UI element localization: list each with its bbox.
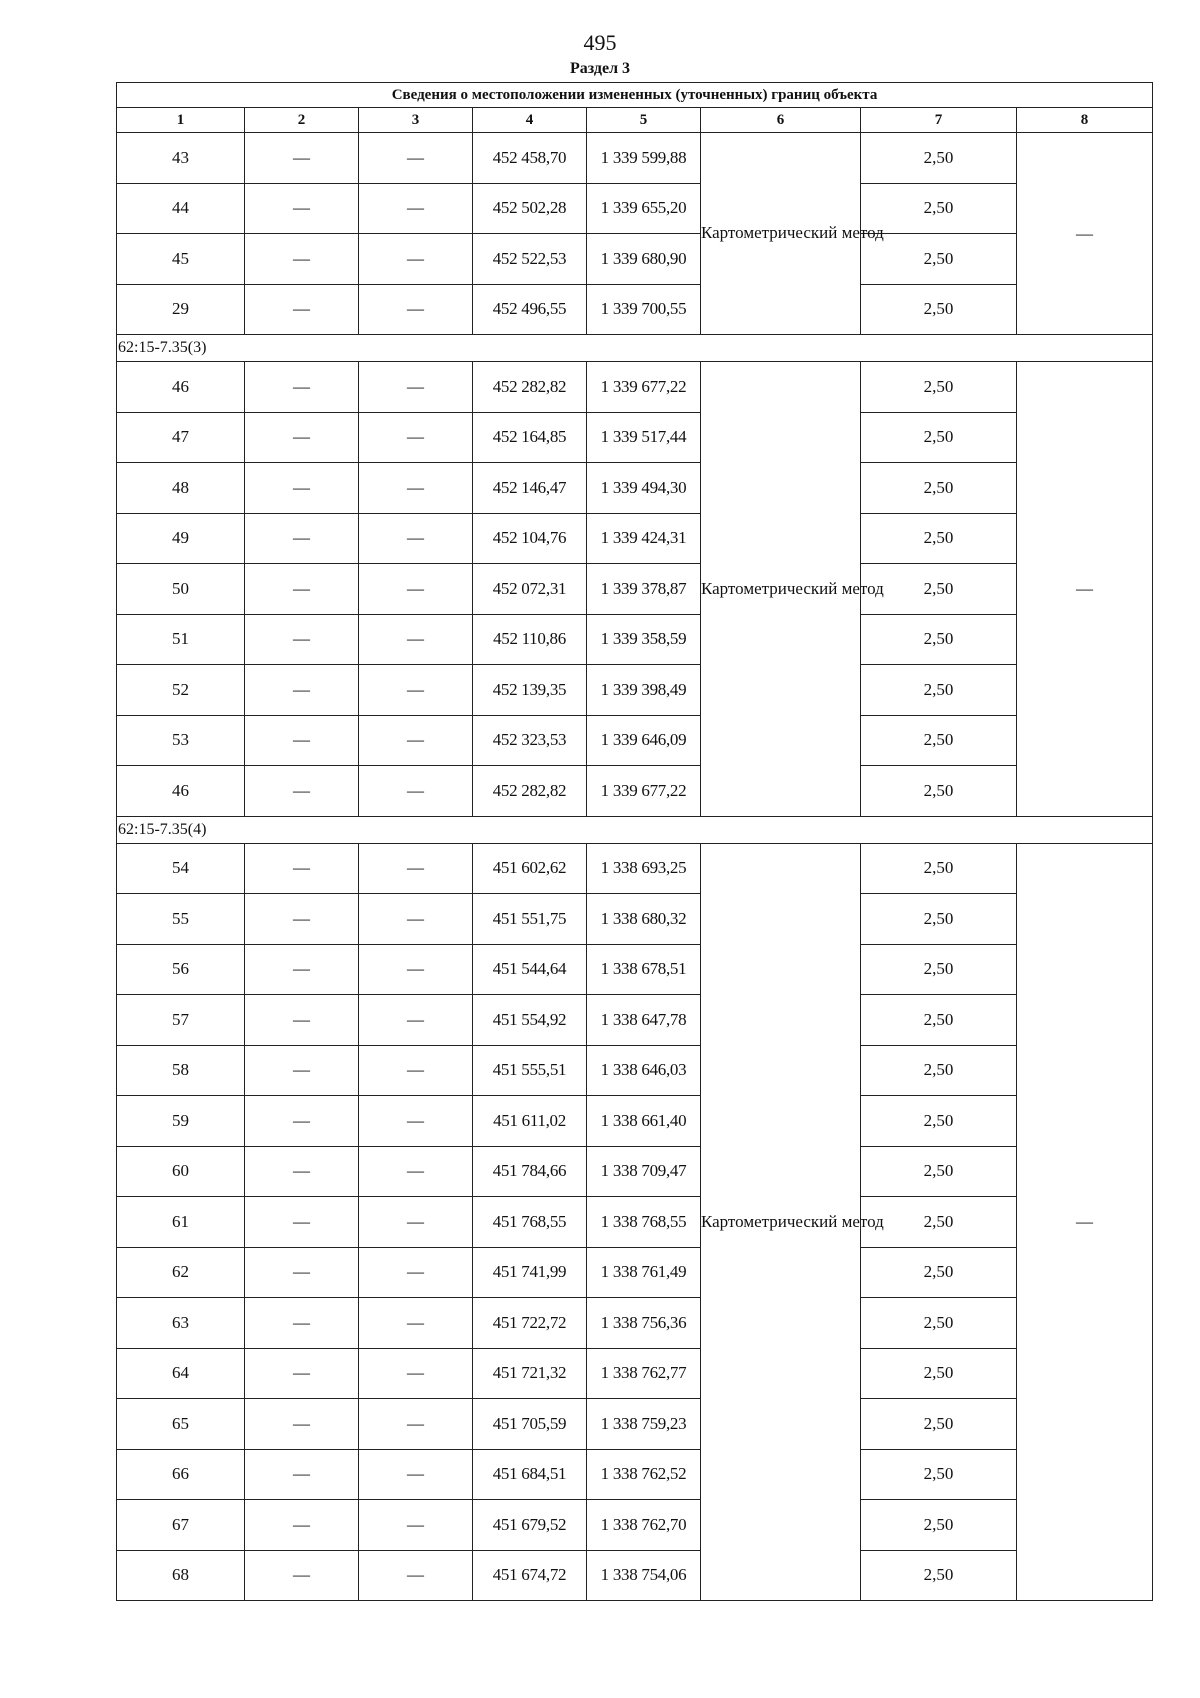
y-coordinate-cell: 1 339 517,44 <box>587 412 701 463</box>
accuracy-cell: 2,50 <box>861 463 1017 514</box>
x-coordinate-cell: 451 741,99 <box>473 1247 587 1298</box>
table-row <box>117 995 1153 1046</box>
column-3-cell: — <box>359 1550 473 1601</box>
column-2-cell: — <box>245 513 359 564</box>
accuracy-cell: 2,50 <box>861 1146 1017 1197</box>
table-row <box>117 1197 1153 1248</box>
column-3-cell: — <box>359 183 473 234</box>
x-coordinate-cell: 452 282,82 <box>473 362 587 413</box>
accuracy-cell: 2,50 <box>861 1197 1017 1248</box>
x-coordinate-cell: 452 458,70 <box>473 133 587 184</box>
point-number-cell: 66 <box>117 1449 245 1500</box>
column-2-cell: — <box>245 564 359 615</box>
column-number-header: 3 <box>359 108 473 133</box>
y-coordinate-cell: 1 338 759,23 <box>587 1399 701 1450</box>
accuracy-cell: 2,50 <box>861 1298 1017 1349</box>
point-number-cell: 51 <box>117 614 245 665</box>
method-cell: Картометрический метод <box>701 843 861 1601</box>
accuracy-cell: 2,50 <box>861 766 1017 817</box>
table-row <box>117 944 1153 995</box>
table-row <box>117 843 1153 894</box>
column-8-cell: — <box>1017 362 1153 817</box>
y-coordinate-cell: 1 338 762,70 <box>587 1500 701 1551</box>
column-2-cell: — <box>245 362 359 413</box>
point-number-cell: 45 <box>117 234 245 285</box>
boundary-coordinates-table <box>116 82 1153 1601</box>
accuracy-cell: 2,50 <box>861 1348 1017 1399</box>
column-3-cell: — <box>359 614 473 665</box>
y-coordinate-cell: 1 339 700,55 <box>587 284 701 335</box>
x-coordinate-cell: 451 554,92 <box>473 995 587 1046</box>
column-2-cell: — <box>245 944 359 995</box>
accuracy-cell: 2,50 <box>861 1045 1017 1096</box>
y-coordinate-cell: 1 338 680,32 <box>587 894 701 945</box>
point-number-cell: 62 <box>117 1247 245 1298</box>
accuracy-cell: 2,50 <box>861 1399 1017 1450</box>
column-2-cell: — <box>245 463 359 514</box>
column-number-header: 1 <box>117 108 245 133</box>
column-3-cell: — <box>359 843 473 894</box>
column-2-cell: — <box>245 1146 359 1197</box>
y-coordinate-cell: 1 338 647,78 <box>587 995 701 1046</box>
point-number-cell: 46 <box>117 362 245 413</box>
column-3-cell: — <box>359 1399 473 1450</box>
table-row <box>117 564 1153 615</box>
table-row <box>117 766 1153 817</box>
column-3-cell: — <box>359 513 473 564</box>
accuracy-cell: 2,50 <box>861 513 1017 564</box>
x-coordinate-cell: 451 721,32 <box>473 1348 587 1399</box>
table-title: Сведения о местоположении измененных (уточненных) границ объекта <box>117 83 1153 108</box>
column-2-cell: — <box>245 766 359 817</box>
point-number-cell: 47 <box>117 412 245 463</box>
column-3-cell: — <box>359 995 473 1046</box>
y-coordinate-cell: 1 339 677,22 <box>587 766 701 817</box>
column-3-cell: — <box>359 133 473 184</box>
point-number-cell: 50 <box>117 564 245 615</box>
accuracy-cell: 2,50 <box>861 412 1017 463</box>
point-number-cell: 52 <box>117 665 245 716</box>
table-row <box>117 284 1153 335</box>
accuracy-cell: 2,50 <box>861 944 1017 995</box>
table-row <box>117 513 1153 564</box>
x-coordinate-cell: 452 072,31 <box>473 564 587 615</box>
table-row <box>117 183 1153 234</box>
point-number-cell: 56 <box>117 944 245 995</box>
point-number-cell: 64 <box>117 1348 245 1399</box>
y-coordinate-cell: 1 339 378,87 <box>587 564 701 615</box>
accuracy-cell: 2,50 <box>861 715 1017 766</box>
column-2-cell: — <box>245 1045 359 1096</box>
table-row <box>117 1550 1153 1601</box>
point-number-cell: 68 <box>117 1550 245 1601</box>
table-title-row <box>117 83 1153 108</box>
column-3-cell: — <box>359 1045 473 1096</box>
x-coordinate-cell: 451 705,59 <box>473 1399 587 1450</box>
accuracy-cell: 2,50 <box>861 1449 1017 1500</box>
column-2-cell: — <box>245 1197 359 1248</box>
x-coordinate-cell: 451 722,72 <box>473 1298 587 1349</box>
x-coordinate-cell: 452 496,55 <box>473 284 587 335</box>
point-number-cell: 43 <box>117 133 245 184</box>
column-2-cell: — <box>245 715 359 766</box>
column-3-cell: — <box>359 284 473 335</box>
column-number-header: 6 <box>701 108 861 133</box>
accuracy-cell: 2,50 <box>861 133 1017 184</box>
table-row <box>117 1500 1153 1551</box>
accuracy-cell: 2,50 <box>861 894 1017 945</box>
column-2-cell: — <box>245 894 359 945</box>
table-row <box>117 894 1153 945</box>
y-coordinate-cell: 1 339 358,59 <box>587 614 701 665</box>
column-2-cell: — <box>245 183 359 234</box>
point-number-cell: 46 <box>117 766 245 817</box>
table-row <box>117 1096 1153 1147</box>
table-row <box>117 665 1153 716</box>
column-2-cell: — <box>245 133 359 184</box>
column-2-cell: — <box>245 1399 359 1450</box>
column-3-cell: — <box>359 894 473 945</box>
y-coordinate-cell: 1 339 646,09 <box>587 715 701 766</box>
column-8-cell: — <box>1017 133 1153 335</box>
x-coordinate-cell: 451 674,72 <box>473 1550 587 1601</box>
x-coordinate-cell: 452 146,47 <box>473 463 587 514</box>
point-number-cell: 67 <box>117 1500 245 1551</box>
x-coordinate-cell: 452 522,53 <box>473 234 587 285</box>
point-number-cell: 63 <box>117 1298 245 1349</box>
y-coordinate-cell: 1 338 678,51 <box>587 944 701 995</box>
column-2-cell: — <box>245 1096 359 1147</box>
point-number-cell: 49 <box>117 513 245 564</box>
method-cell: Картометрический метод <box>701 362 861 817</box>
column-8-cell: — <box>1017 843 1153 1601</box>
column-number-header: 4 <box>473 108 587 133</box>
column-number-row <box>117 108 1153 133</box>
column-3-cell: — <box>359 234 473 285</box>
x-coordinate-cell: 451 768,55 <box>473 1197 587 1248</box>
point-number-cell: 65 <box>117 1399 245 1450</box>
x-coordinate-cell: 452 104,76 <box>473 513 587 564</box>
y-coordinate-cell: 1 339 494,30 <box>587 463 701 514</box>
table-row <box>117 614 1153 665</box>
column-2-cell: — <box>245 234 359 285</box>
x-coordinate-cell: 451 555,51 <box>473 1045 587 1096</box>
column-3-cell: — <box>359 944 473 995</box>
y-coordinate-cell: 1 339 424,31 <box>587 513 701 564</box>
column-3-cell: — <box>359 1096 473 1147</box>
accuracy-cell: 2,50 <box>861 234 1017 285</box>
y-coordinate-cell: 1 338 762,77 <box>587 1348 701 1399</box>
table-row <box>117 1146 1153 1197</box>
accuracy-cell: 2,50 <box>861 843 1017 894</box>
column-2-cell: — <box>245 1348 359 1399</box>
x-coordinate-cell: 452 110,86 <box>473 614 587 665</box>
table-row <box>117 362 1153 413</box>
page-number: 495 <box>583 30 617 55</box>
table-row <box>117 1045 1153 1096</box>
y-coordinate-cell: 1 338 761,49 <box>587 1247 701 1298</box>
accuracy-cell: 2,50 <box>861 614 1017 665</box>
table-row <box>117 1298 1153 1349</box>
y-coordinate-cell: 1 339 398,49 <box>587 665 701 716</box>
point-number-cell: 48 <box>117 463 245 514</box>
accuracy-cell: 2,50 <box>861 1247 1017 1298</box>
y-coordinate-cell: 1 338 768,55 <box>587 1197 701 1248</box>
column-3-cell: — <box>359 1449 473 1500</box>
point-number-cell: 53 <box>117 715 245 766</box>
accuracy-cell: 2,50 <box>861 183 1017 234</box>
accuracy-cell: 2,50 <box>861 1550 1017 1601</box>
column-number-header: 5 <box>587 108 701 133</box>
column-2-cell: — <box>245 665 359 716</box>
column-number-header: 8 <box>1017 108 1153 133</box>
point-number-cell: 29 <box>117 284 245 335</box>
column-3-cell: — <box>359 1146 473 1197</box>
section-title: Раздел 3 <box>569 60 631 77</box>
y-coordinate-cell: 1 339 655,20 <box>587 183 701 234</box>
column-2-cell: — <box>245 1247 359 1298</box>
column-3-cell: — <box>359 715 473 766</box>
y-coordinate-cell: 1 338 754,06 <box>587 1550 701 1601</box>
accuracy-cell: 2,50 <box>861 995 1017 1046</box>
column-number-header: 7 <box>861 108 1017 133</box>
point-number-cell: 59 <box>117 1096 245 1147</box>
column-2-cell: — <box>245 412 359 463</box>
point-number-cell: 54 <box>117 843 245 894</box>
x-coordinate-cell: 452 502,28 <box>473 183 587 234</box>
y-coordinate-cell: 1 338 646,03 <box>587 1045 701 1096</box>
y-coordinate-cell: 1 338 693,25 <box>587 843 701 894</box>
x-coordinate-cell: 451 551,75 <box>473 894 587 945</box>
column-3-cell: — <box>359 1298 473 1349</box>
column-3-cell: — <box>359 412 473 463</box>
column-2-cell: — <box>245 1500 359 1551</box>
table-row <box>117 1449 1153 1500</box>
x-coordinate-cell: 452 282,82 <box>473 766 587 817</box>
point-number-cell: 44 <box>117 183 245 234</box>
y-coordinate-cell: 1 339 599,88 <box>587 133 701 184</box>
column-2-cell: — <box>245 1550 359 1601</box>
x-coordinate-cell: 451 611,02 <box>473 1096 587 1147</box>
point-number-cell: 58 <box>117 1045 245 1096</box>
x-coordinate-cell: 451 679,52 <box>473 1500 587 1551</box>
column-3-cell: — <box>359 463 473 514</box>
point-number-cell: 60 <box>117 1146 245 1197</box>
parcel-group-row <box>117 335 1153 362</box>
x-coordinate-cell: 451 784,66 <box>473 1146 587 1197</box>
column-2-cell: — <box>245 995 359 1046</box>
column-3-cell: — <box>359 1348 473 1399</box>
column-3-cell: — <box>359 1247 473 1298</box>
table-row <box>117 412 1153 463</box>
method-cell: Картометрический метод <box>701 133 861 335</box>
x-coordinate-cell: 452 164,85 <box>473 412 587 463</box>
x-coordinate-cell: 452 139,35 <box>473 665 587 716</box>
y-coordinate-cell: 1 338 762,52 <box>587 1449 701 1500</box>
point-number-cell: 57 <box>117 995 245 1046</box>
parcel-group-label: 62:15-7.35(4) <box>117 816 1153 843</box>
accuracy-cell: 2,50 <box>861 1500 1017 1551</box>
column-2-cell: — <box>245 614 359 665</box>
parcel-group-label: 62:15-7.35(3) <box>117 335 1153 362</box>
column-3-cell: — <box>359 564 473 615</box>
table-row <box>117 1399 1153 1450</box>
table-row <box>117 463 1153 514</box>
x-coordinate-cell: 451 544,64 <box>473 944 587 995</box>
accuracy-cell: 2,50 <box>861 665 1017 716</box>
column-3-cell: — <box>359 1197 473 1248</box>
y-coordinate-cell: 1 339 680,90 <box>587 234 701 285</box>
column-3-cell: — <box>359 362 473 413</box>
table-row <box>117 1247 1153 1298</box>
y-coordinate-cell: 1 338 661,40 <box>587 1096 701 1147</box>
x-coordinate-cell: 452 323,53 <box>473 715 587 766</box>
column-2-cell: — <box>245 284 359 335</box>
table-row <box>117 715 1153 766</box>
point-number-cell: 55 <box>117 894 245 945</box>
accuracy-cell: 2,50 <box>861 564 1017 615</box>
table-row <box>117 133 1153 184</box>
column-3-cell: — <box>359 1500 473 1551</box>
x-coordinate-cell: 451 684,51 <box>473 1449 587 1500</box>
column-3-cell: — <box>359 665 473 716</box>
table-row <box>117 1348 1153 1399</box>
y-coordinate-cell: 1 338 756,36 <box>587 1298 701 1349</box>
table-row <box>117 234 1153 285</box>
accuracy-cell: 2,50 <box>861 362 1017 413</box>
x-coordinate-cell: 451 602,62 <box>473 843 587 894</box>
column-2-cell: — <box>245 843 359 894</box>
y-coordinate-cell: 1 338 709,47 <box>587 1146 701 1197</box>
column-2-cell: — <box>245 1449 359 1500</box>
column-2-cell: — <box>245 1298 359 1349</box>
y-coordinate-cell: 1 339 677,22 <box>587 362 701 413</box>
parcel-group-row <box>117 816 1153 843</box>
point-number-cell: 61 <box>117 1197 245 1248</box>
accuracy-cell: 2,50 <box>861 1096 1017 1147</box>
column-number-header: 2 <box>245 108 359 133</box>
column-3-cell: — <box>359 766 473 817</box>
accuracy-cell: 2,50 <box>861 284 1017 335</box>
